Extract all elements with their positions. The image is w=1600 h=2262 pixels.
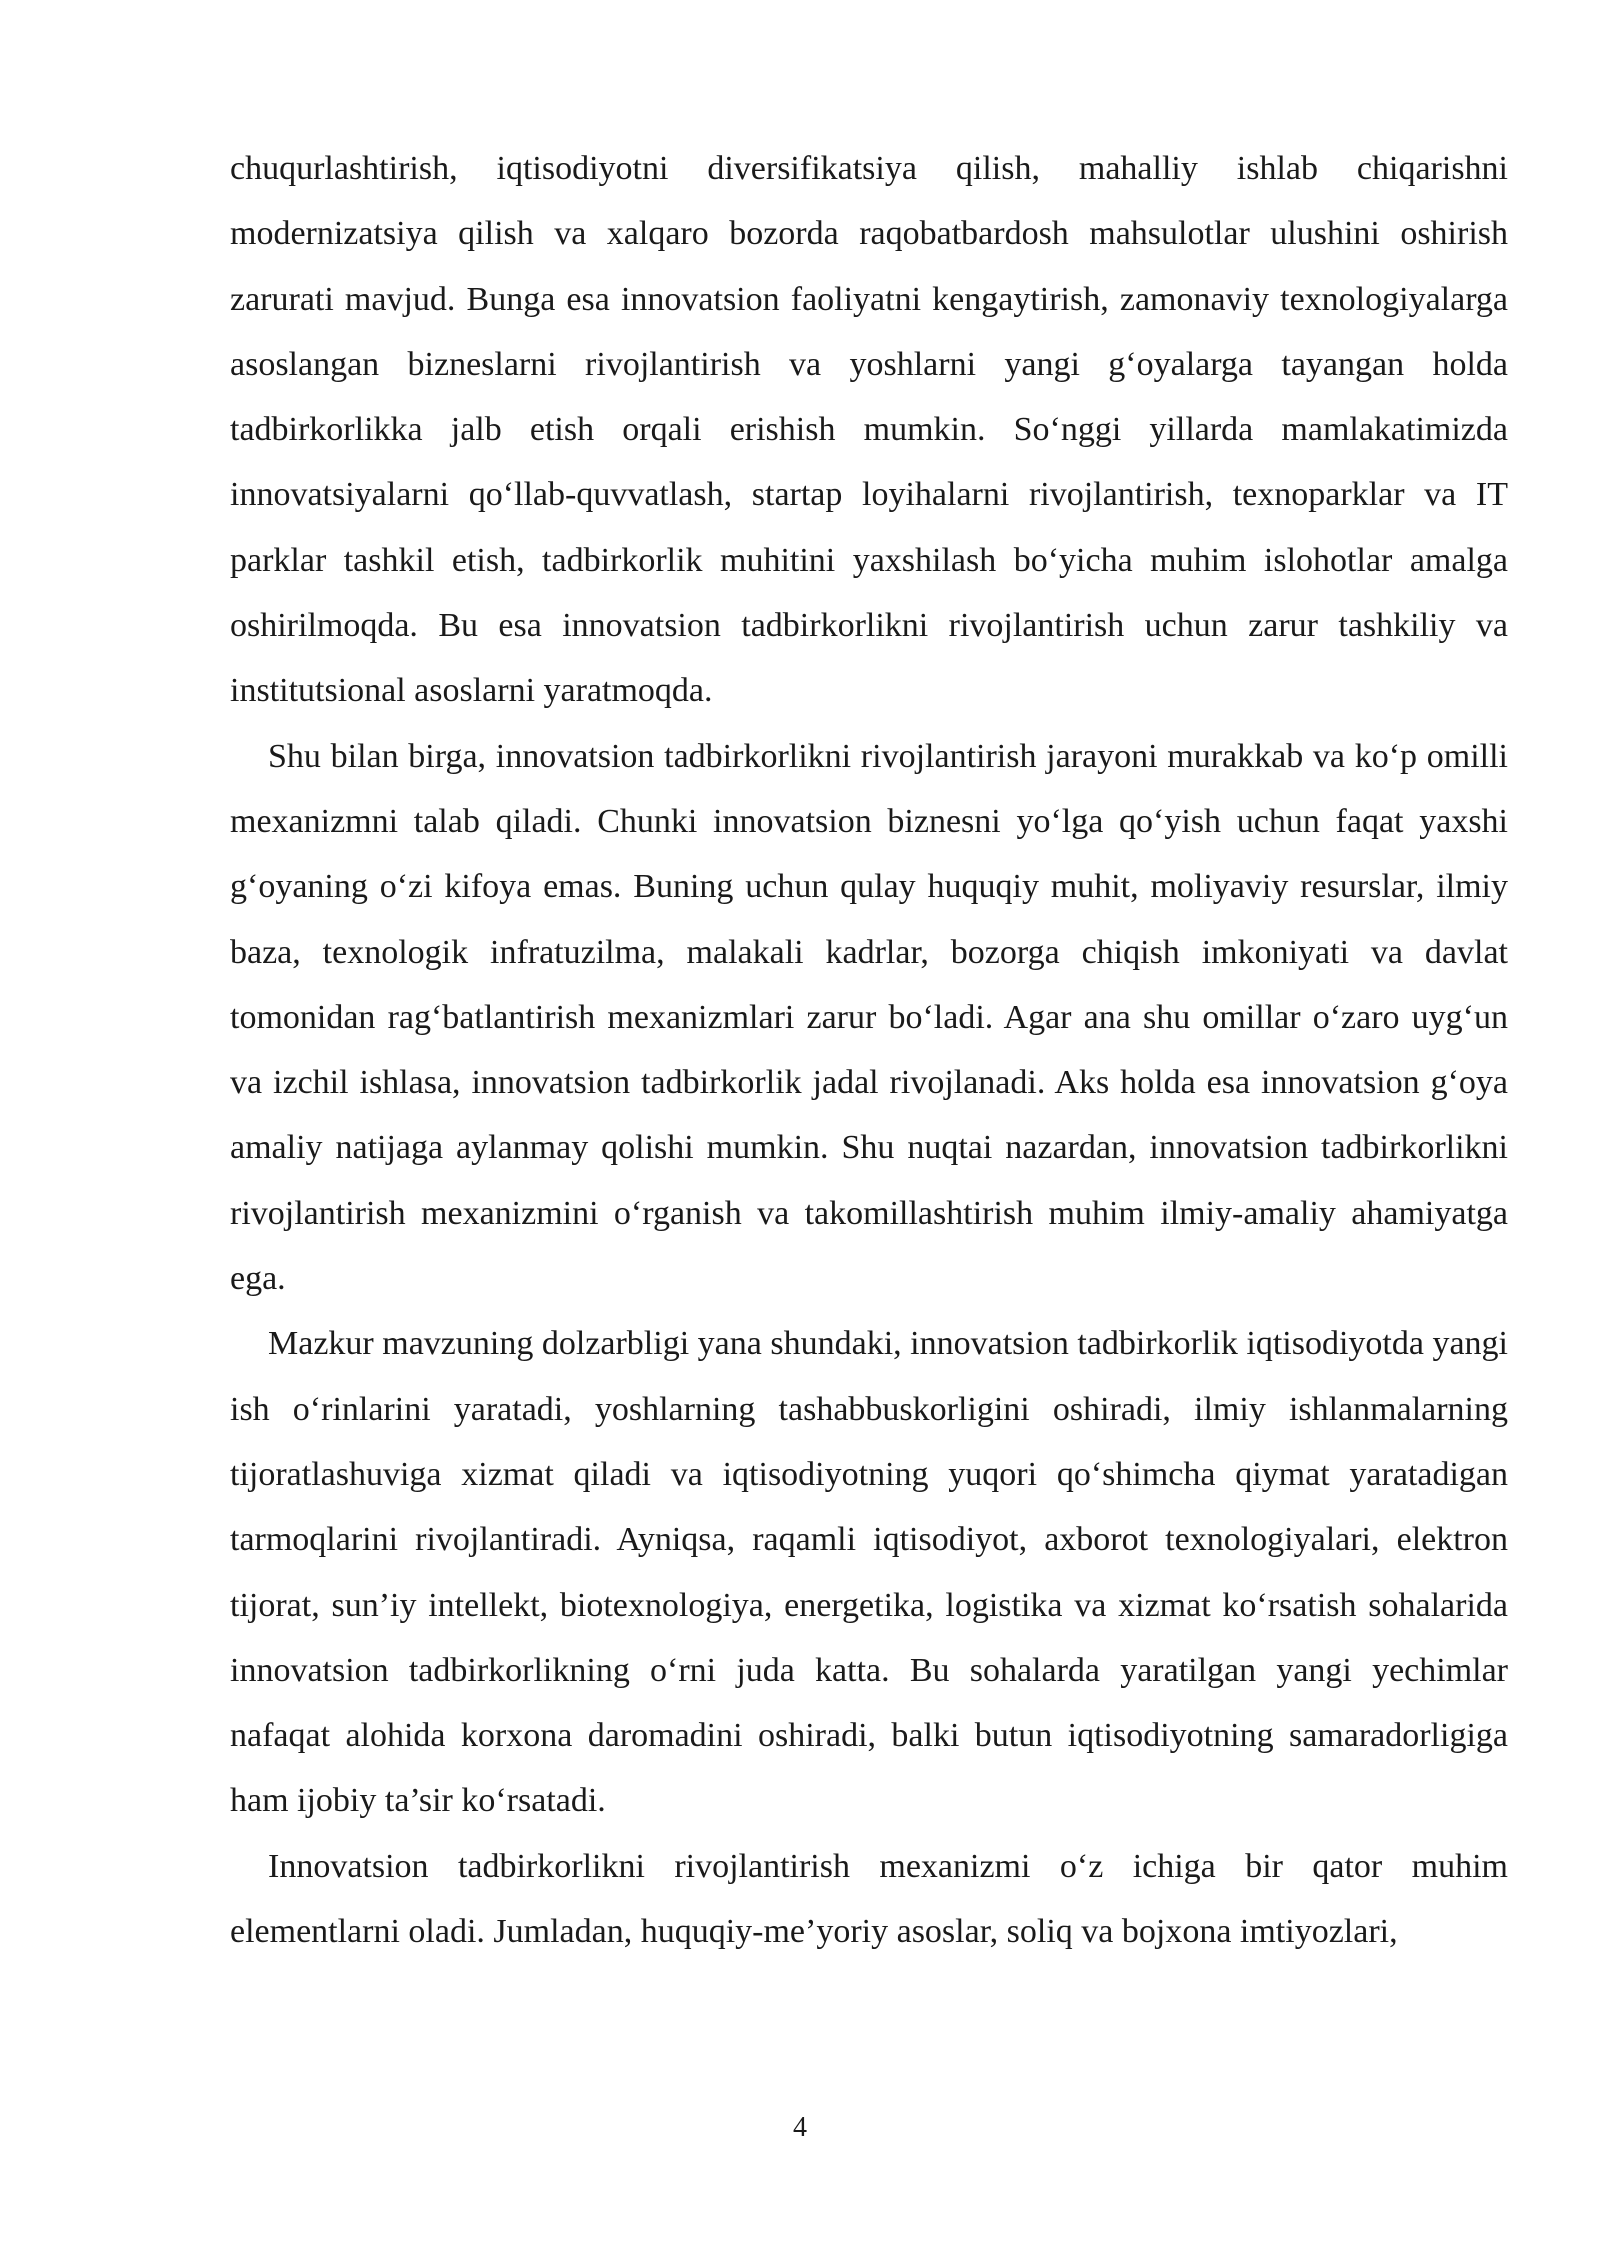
body-text xyxy=(230,136,1508,1964)
paragraph-mazkur-mavzuning: Mazkur mavzuning dolzarbligi yana shundaki, innovatsion tadbirkorlik iqtisodiyotda yangi ish o‘rinlarini yaratadi, yoshlarning tashabbuskorligini oshiradi, ilmiy ishlanmalarning tijoratlashuviga xizmat qiladi va iqtisodiyotning yuqori qo‘shimcha qiymat yaratadigan tarmoqlarini rivojlantiradi. Ayniqsa, raqamli iqtisodiyot, axborot texnologiyalari, elektron tijorat, sun’iy intellekt, biotexnologiya, energetika, logistika va xizmat ko‘rsatish sohalarida innovatsion tadbirkorlikning o‘rni juda katta. Bu sohalarda yaratilgan yangi yechimlar nafaqat alohida korxona daromadini oshiradi, balki butun iqtisodiyotning samaradorligiga ham ijobiy ta’sir ko‘rsatadi. xyxy=(230,1325,1508,1820)
paragraph-continuation: chuqurlashtirish, iqtisodiyotni diversifikatsiya qilish, mahalliy ishlab chiqarishni modernizatsiya qilish va xalqaro bozorda raqobatbardosh mahsulotlar ulushini oshirish zarurati mavjud. Bunga esa innovatsion faoliyatni kengaytirish, zamonaviy texnologiyalarga asoslangan bizneslarni rivojlantirish va yoshlarni yangi g‘oyalarga tayangan holda tadbirkorlikka jalb etish orqali erishish mumkin. So‘nggi yillarda mamlakatimizda innovatsiyalarni qo‘llab-quvvatlash, startap loyihalarni rivojlantirish, texnoparklar va IT parklar tashkil etish, tadbirkorlik muhitini yaxshilash bo‘yicha muhim islohotlar amalga oshirilmoqda. Bu esa innovatsion tadbirkorlikni rivojlantirish uchun zarur tashkiliy va institutsional asoslarni yaratmoqda. xyxy=(230,150,1508,710)
page-number: 4 xyxy=(793,2112,807,2143)
paragraph-innovatsion-tadbirkorlikni: Innovatsion tadbirkorlikni rivojlantirish mexanizmi o‘z ichiga bir qator muhim elementlarni oladi. Jumladan, huquqiy-me’yoriy asoslar, soliq va bojxona imtiyozlari, xyxy=(230,1847,1508,1951)
paragraph-shu-bilan-birga: Shu bilan birga, innovatsion tadbirkorlikni rivojlantirish jarayoni murakkab va ko‘p omilli mexanizmni talab qiladi. Chunki innovatsion biznesni yo‘lga qo‘yish uchun faqat yaxshi g‘oyaning o‘zi kifoya emas. Buning uchun qulay huquqiy muhit, moliyaviy resurslar, ilmiy baza, texnologik infratuzilma, malakali kadrlar, bozorga chiqish imkoniyati va davlat tomonidan rag‘batlantirish mexanizmlari zarur bo‘ladi. Agar ana shu omillar o‘zaro uyg‘un va izchil ishlasa, innovatsion tadbirkorlik jadal rivojlanadi. Aks holda esa innovatsion g‘oya amaliy natijaga aylanmay qolishi mumkin. Shu nuqtai nazardan, innovatsion tadbirkorlikni rivojlantirish mexanizmini o‘rganish va takomillashtirish muhim ilmiy-amaliy ahamiyatga ega. xyxy=(230,737,1508,1298)
